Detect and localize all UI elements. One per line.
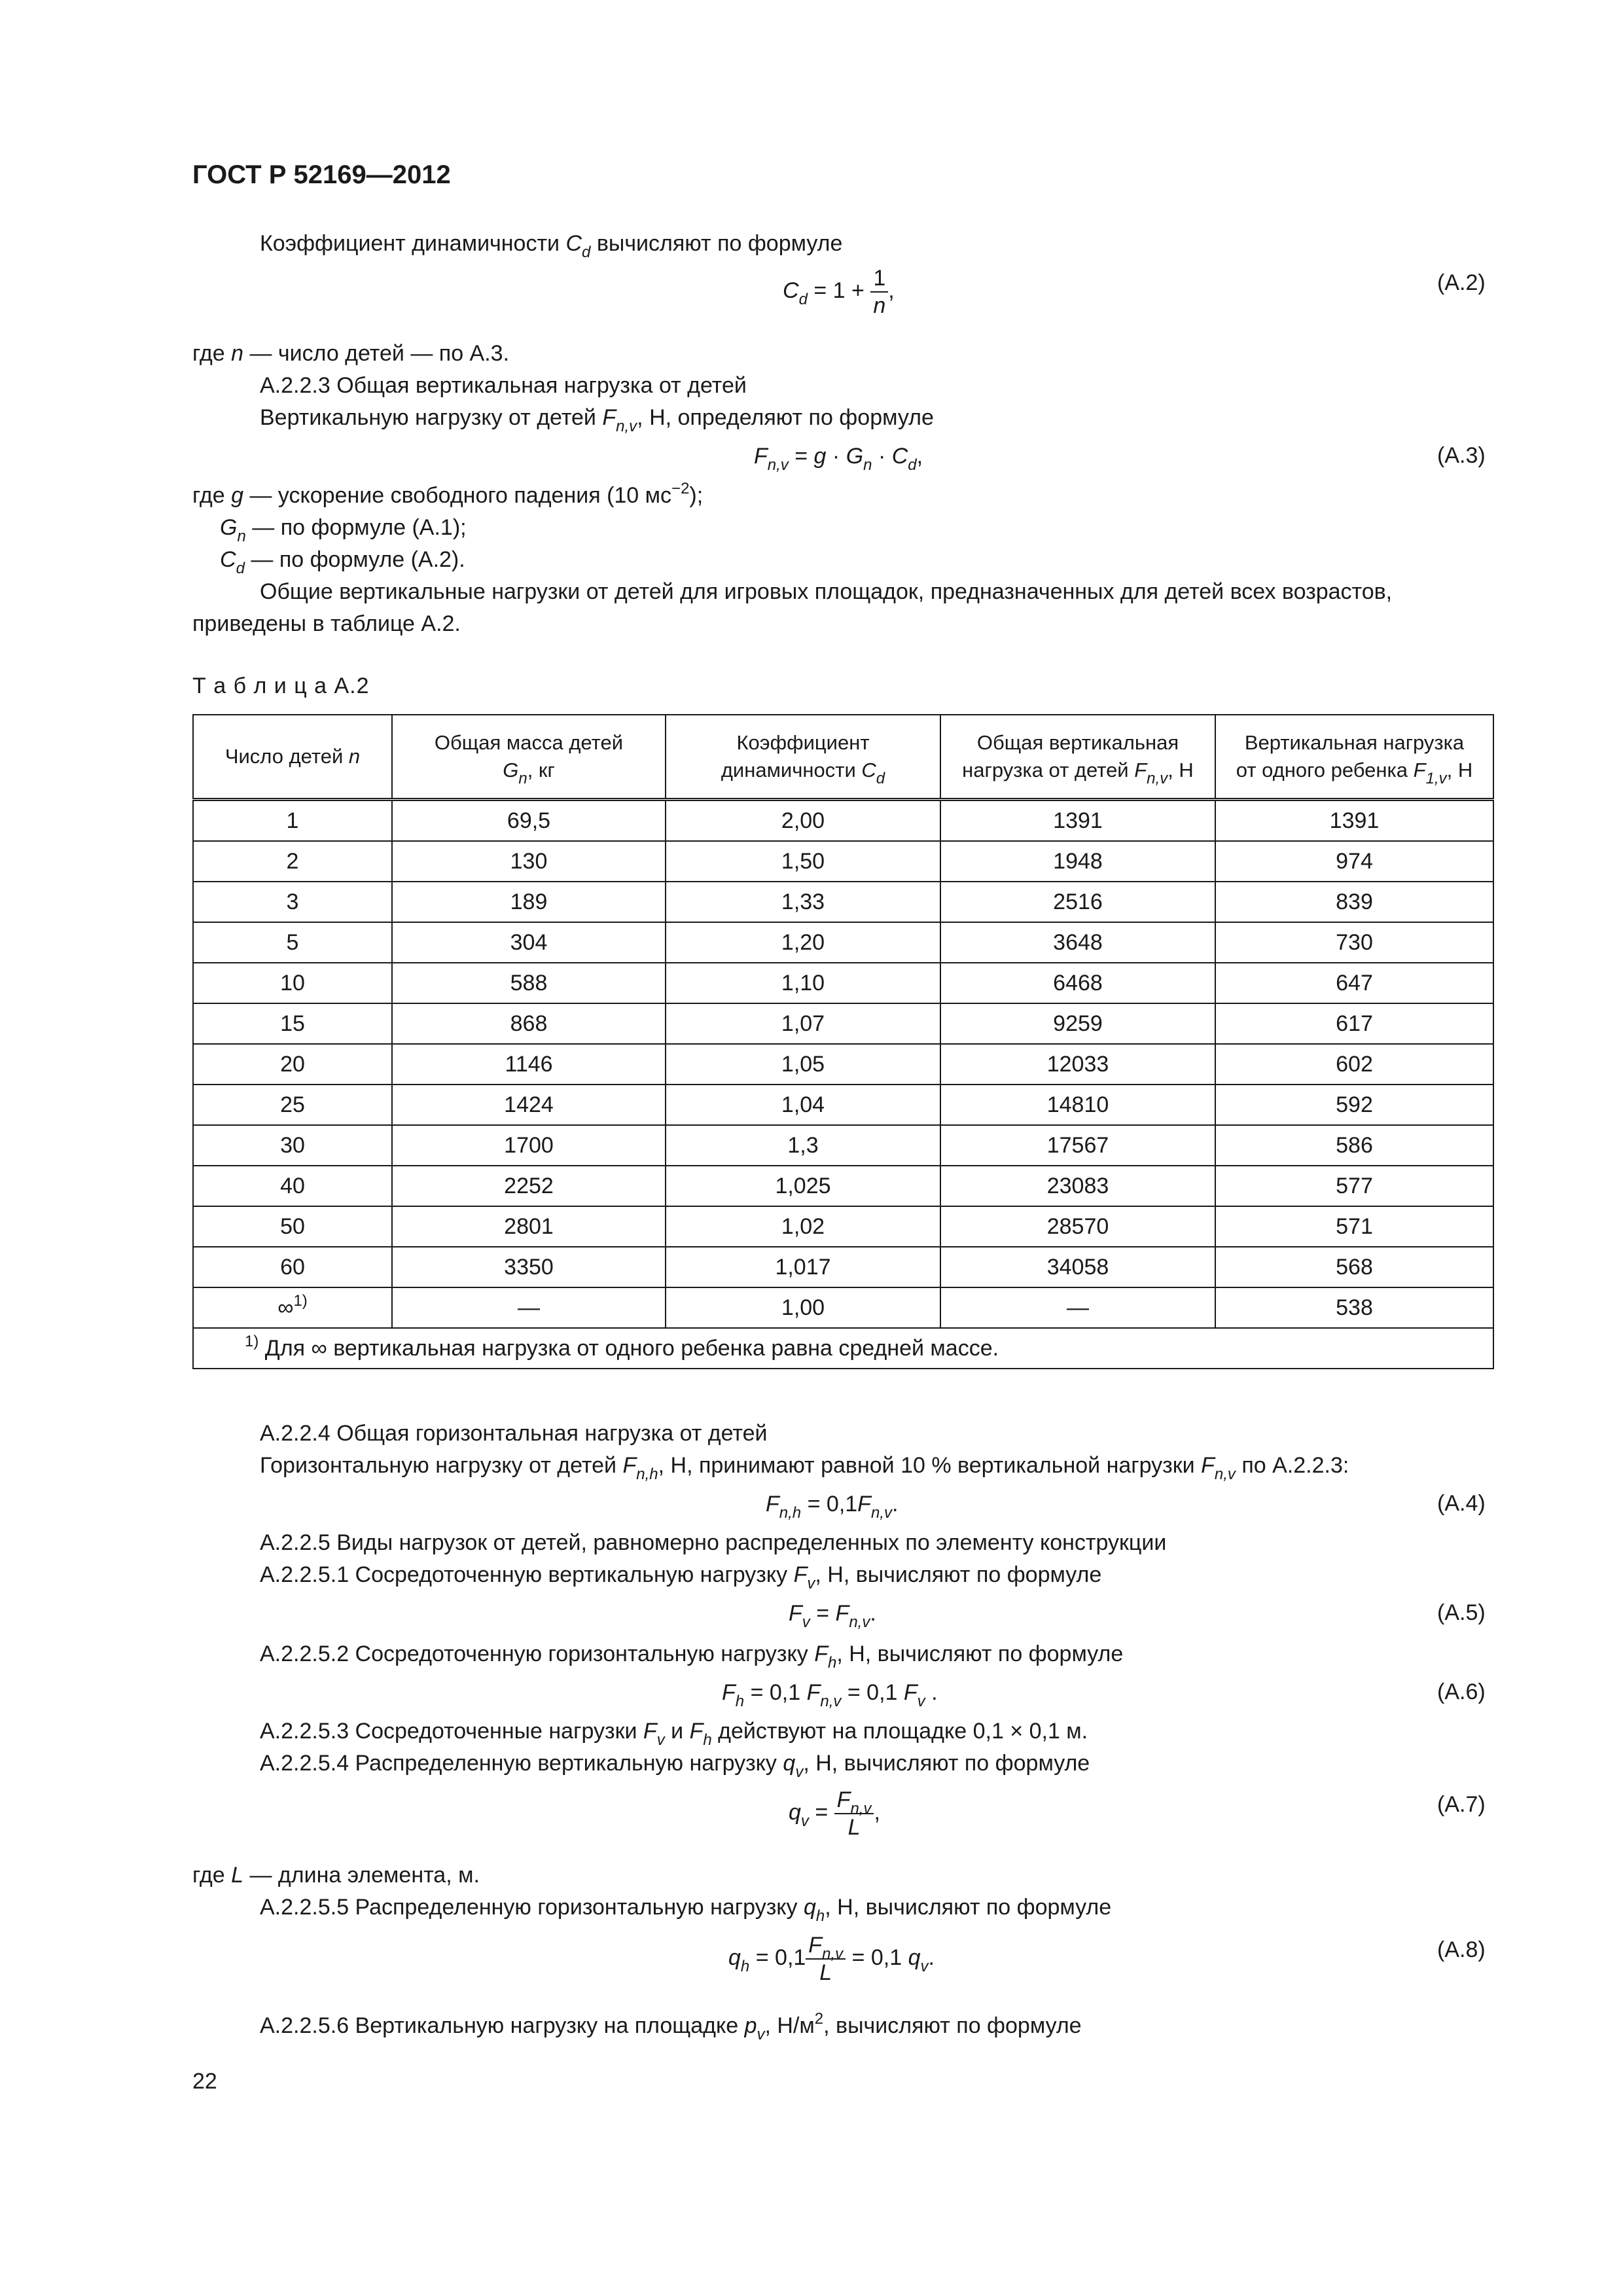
equation-label-a3: (А.3)	[1437, 443, 1486, 468]
equation-a4: $F_{n,h} = 0,1F_{n,v}$.	[766, 1492, 899, 1522]
table-row: 5 304 1,20 3648 730	[193, 922, 1493, 963]
where-l: где L — длина элемента, м.	[192, 1863, 480, 1888]
table-row: 20 1146 1,05 12033 602	[193, 1044, 1493, 1085]
table-header-row	[193, 715, 1493, 800]
table-caption: Т а б л и ц а А.2	[192, 673, 370, 698]
table-row: 3 189 1,33 2516 839	[193, 882, 1493, 922]
document-header: ГОСТ Р 52169—2012	[192, 160, 451, 189]
equation-a2: $C_d = 1$ + $\frac{1}{n}$ ,	[783, 266, 895, 318]
table-row: 30 1700 1,3 17567 586	[193, 1125, 1493, 1166]
equation-a5: $F_v = F_{n,v}$.	[789, 1601, 876, 1631]
equation-label-a2: (А.2)	[1437, 270, 1486, 295]
paragraph-table-intro-line2: приведены в таблице А.2.	[192, 611, 461, 636]
table-footnote-row	[193, 1328, 1493, 1369]
paragraph-table-intro-line1: Общие вертикальные нагрузки от детей для игровых площадок, предназначенных для детей всех возрастов,	[260, 579, 1393, 604]
table-a2	[192, 714, 1494, 1369]
paragraph-fnv-intro: Вертикальную нагрузку от детей $F_{n,v}$, Н, определяют по формуле	[260, 405, 934, 435]
where-gn: $G_n$ — по формуле (А.1);	[220, 515, 467, 545]
section-a22256: А.2.2.5.6 Вертикальную нагрузку на площадке $p_v$, $Н/м^2$, вычисляют по формуле	[260, 2010, 1082, 2043]
header-children-count: Число детей n	[193, 715, 392, 800]
where-g: где g — ускорение свободного падения (10 $мс^{-2}$);	[192, 480, 704, 508]
table-row: 10 588 1,10 6468 647	[193, 963, 1493, 1003]
equation-label-a4: (А.4)	[1437, 1491, 1486, 1516]
paragraph-fnh-intro: Горизонтальную нагрузку от детей $F_{n,h}$, Н, принимают равной 10 % вертикальной нагрузки $F_{n,v}$ по А.2.2.3:	[260, 1453, 1349, 1483]
section-a22253: А.2.2.5.3 Сосредоточенные нагрузки $F_v$ и $F_h$ действуют на площадке 0,1 × 0,1 м.	[260, 1719, 1088, 1749]
header-per-child-load: Вертикальная нагрузка от одного ребенка $F_{1,v}$, Н	[1215, 715, 1493, 800]
where-n: где n — число детей — по А.3.	[192, 341, 510, 366]
table-row: 60 3350 1,017 34058 568	[193, 1247, 1493, 1287]
equation-a3: $F_{n,v} = g \cdot G_n \cdot C_d$,	[754, 444, 923, 474]
table-row: 25 1424 1,04 14810 592	[193, 1085, 1493, 1125]
equation-label-a8: (А.8)	[1437, 1937, 1486, 1962]
equation-a7: $q_v$ = $\frac{F_{n,v}}{L}$ ,	[789, 1787, 880, 1840]
section-a22254: А.2.2.5.4 Распределенную вертикальную нагрузку $q_v$, Н, вычисляют по формуле	[260, 1751, 1090, 1781]
equation-a8: $q_h = 0,1$ $\frac{F_{n,v}}{L}$ = 0,1 $q_v$.	[728, 1933, 935, 1985]
section-a22252: А.2.2.5.2 Сосредоточенную горизонтальную нагрузку $F_h$, Н, вычисляют по формуле	[260, 1641, 1124, 1672]
equation-a6: $F_h = 0,1$ $F_{n,v} = 0,1$ $F_v$ .	[722, 1680, 938, 1710]
page-number: 22	[192, 2069, 217, 2094]
paragraph-cd-intro: Коэффициент динамичности $C_d$ вычисляют по формуле	[260, 231, 843, 261]
where-cd: $C_d$ — по формуле (А.2).	[220, 547, 465, 577]
table-footnote: $^{1)}$ Для ∞ вертикальная нагрузка от одного ребенка равна средней массе.	[193, 1328, 1493, 1369]
header-dynamic-coefficient: Коэффициент динамичности $C_d$	[666, 715, 940, 800]
section-a22251: А.2.2.5.1 Сосредоточенную вертикальную нагрузку $F_v$, Н, вычисляют по формуле	[260, 1562, 1102, 1592]
header-total-mass: Общая масса детей $G_n$, кг	[392, 715, 666, 800]
table-row: 1 69,5 2,00 1391 1391	[193, 800, 1493, 842]
section-a2223-title: А.2.2.3 Общая вертикальная нагрузка от детей	[260, 373, 747, 398]
equation-label-a6: (А.6)	[1437, 1679, 1486, 1704]
section-a2225-title: А.2.2.5 Виды нагрузок от детей, равномерно распределенных по элементу конструкции	[260, 1530, 1167, 1555]
table-row-infinity: ∞$^{1)}$ — 1,00 — 538	[193, 1287, 1493, 1328]
table-row: 15 868 1,07 9259 617	[193, 1003, 1493, 1044]
equation-label-a7: (А.7)	[1437, 1792, 1486, 1817]
table-row: 50 2801 1,02 28570 571	[193, 1206, 1493, 1247]
equation-label-a5: (А.5)	[1437, 1600, 1486, 1625]
header-total-vertical-load: Общая вертикальная нагрузка от детей $F_{n,v}$, Н	[940, 715, 1215, 800]
table-row: 2 130 1,50 1948 974	[193, 841, 1493, 882]
section-a22255: А.2.2.5.5 Распределенную горизонтальную нагрузку $q_h$, Н, вычисляют по формуле	[260, 1895, 1112, 1925]
table-row: 40 2252 1,025 23083 577	[193, 1166, 1493, 1206]
section-a2224-title: А.2.2.4 Общая горизонтальная нагрузка от детей	[260, 1421, 768, 1446]
